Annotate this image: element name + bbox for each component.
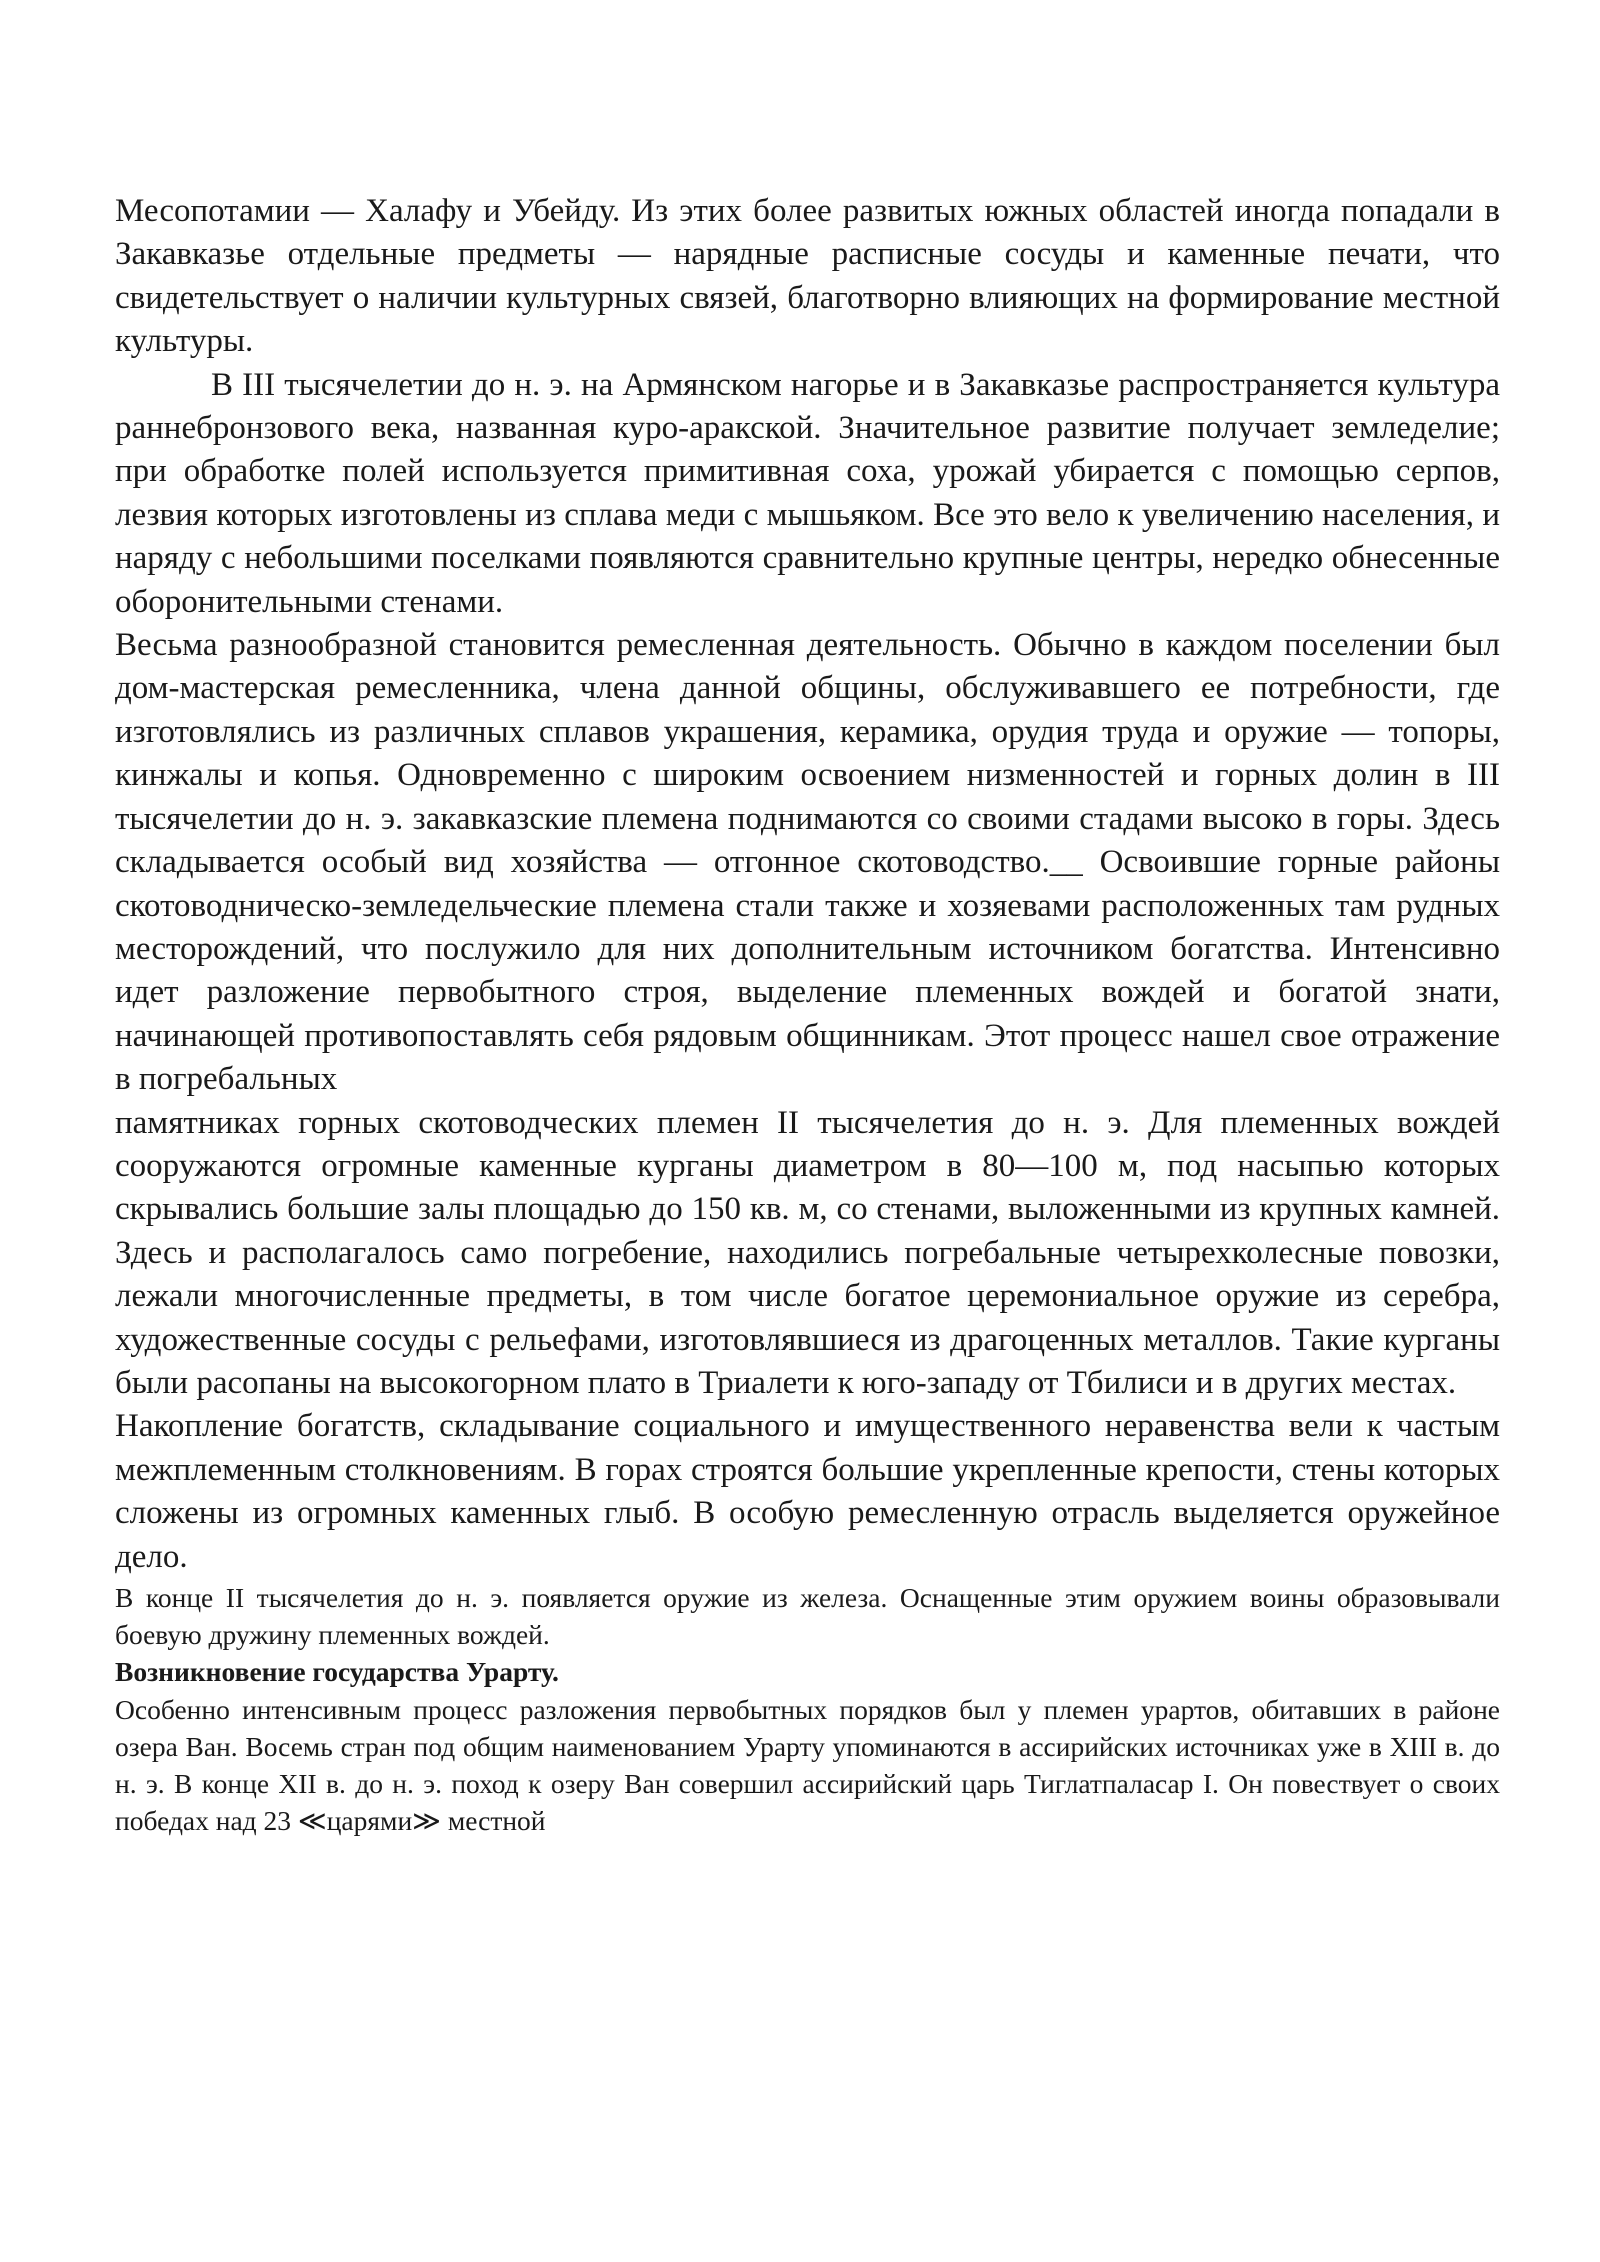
document-page [115, 190, 1500, 1839]
paragraph-1: Месопотамии — Халафу и Убейду. Из этих более развитых южных областей иногда попадали в Закавказье отдельные предметы — нарядные расписные сосуды и каменные печати, что свидетельствует о наличии культурных связей, благотворно влияющих на формирование местной культуры. [115, 193, 1500, 360]
paragraph-last: Особенно интенсивным процесс разложения первобытных порядков был у племен урартов, обитавших в районе озера Ван. Восемь стран под общим наименованием Урарту упоминаются в ассирийских источниках уже в XIII в. до н. э. В конце XII в. до н. э. поход к озеру Ван совершил ассирийский царь Тиглатпаласар I. Он повествует о своих победах над 23 ≪царями≫ местной [115, 1694, 1500, 1836]
paragraph-2: В III тысячелетии до н. э. на Армянском нагорье и в Закавказье распространяется культура раннебронзового века, названная куро-аракской. Значительное развитие получает земледелие; при обработке полей используется примитивная соха, урожай убирается с помощью серпов, лезвия которых изготовлены из сплава меди с мышьяком. Все это вело к увеличению населения, и наряду с небольшими поселками появляются сравнительно крупные центры, нередко обнесенные оборонительными стенами. [115, 366, 1500, 620]
paragraph-5: Накопление богатств, складывание социального и имущественного неравенства вели к частым межплеменным столкновениям. В горах строятся большие укрепленные крепости, стены которых сложены из огромных каменных глыб. В особую ремесленную отрасль выделяется оружейное дело. [115, 1408, 1500, 1575]
paragraph-small: В конце II тысячелетия до н. э. появляется оружие из железа. Оснащенные этим оружием воины образовывали боевую дружину племенных вождей. [115, 1582, 1500, 1650]
section-heading: Возникновение государства Урарту. [115, 1656, 559, 1687]
paragraph-3: Весьма разнообразной становится ремесленная деятельность. Обычно в каждом поселении был дом-мастерская ремесленника, члена данной общины, обслуживавшего ее потребности, где изготовлялись из различных сплавов украшения, керамика, орудия труда и оружие — топоры, кинжалы и копья. Одновременно с широким освоением низменностей и горных долин в III тысячелетии до н. э. закавказские племена поднимаются со своими стадами высоко в горы. Здесь складывается особый вид хозяйства — отгонное скотоводство.__ Освоившие горные районы скотоводническо-земледельческие племена стали также и хозяевами расположенных там рудных месторождений, что послужило для них дополнительным источником богатства. Интенсивно идет разложение первобытного строя, выделение племенных вождей и богатой знати, начинающей противопоставлять себя рядовым общинникам. Этот процесс нашел свое отражение в погребальных [115, 627, 1500, 1098]
paragraph-4: памятниках горных скотоводческих племен II тысячелетия до н. э. Для племенных вождей сооружаются огромные каменные курганы диаметром в 80—100 м, под насыпью которых скрывались большие залы площадью до 150 кв. м, со стенами, выложенными из крупных камней. Здесь и располагалось само погребение, находились погребальные четырехколесные повозки, лежали многочисленные предметы, в том числе богатое церемониальное оружие из серебра, художественные сосуды с рельефами, изготовлявшиеся из драгоценных металлов. Такие курганы были расопаны на высокогорном плато в Триалети к юго-западу от Тбилиси и в других местах. [115, 1104, 1500, 1401]
